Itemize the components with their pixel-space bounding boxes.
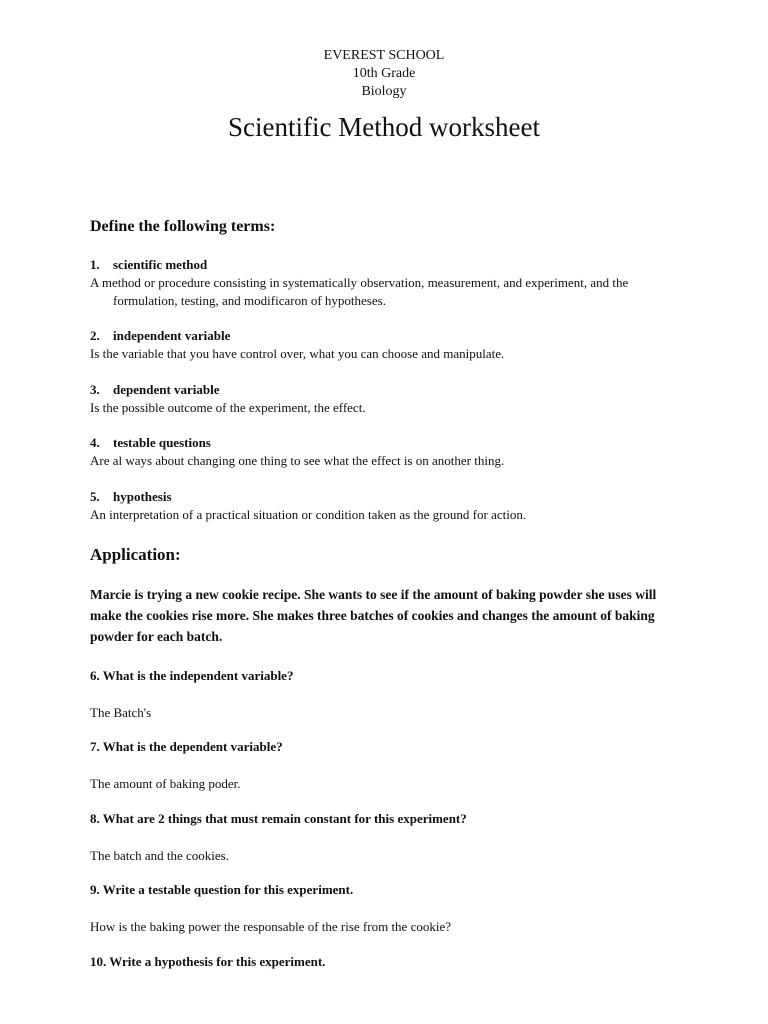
- grade-level: 10th Grade: [352, 66, 416, 81]
- scenario-paragraph: Marcie is trying a new cookie recipe. She wants to see if the amount of baking powder she uses will make the cookies rise more. She makes three batches of cookies and changes the amount of baking powder for each batch.: [90, 587, 657, 644]
- term-item: [90, 327, 690, 363]
- term-number: 1.: [90, 257, 100, 272]
- term-item: [90, 434, 690, 470]
- term-name: dependent variable: [113, 382, 220, 397]
- answer-9: How is the baking power the responsable of the rise from the cookie?: [90, 919, 452, 934]
- document-header: [0, 47, 768, 101]
- application-heading: Application:: [90, 545, 181, 564]
- question-7: 7. What is the dependent variable?: [90, 739, 283, 754]
- question-8: 8. What are 2 things that must remain constant for this experiment?: [90, 811, 467, 826]
- term-item: [90, 256, 690, 310]
- term-number: 3.: [90, 382, 100, 397]
- question-9: 9. Write a testable question for this experiment.: [90, 882, 354, 897]
- term-name: hypothesis: [113, 489, 172, 504]
- question-6: 6. What is the independent variable?: [90, 668, 294, 683]
- term-name: independent variable: [113, 328, 231, 343]
- term-definition: A method or procedure consisting in systematically observation, measurement, and experiment, and the formulation, testing, and modificaron of hypotheses.: [90, 275, 629, 308]
- term-definition: An interpretation of a practical situation or condition taken as the ground for action.: [90, 507, 527, 522]
- answer-6: The Batch's: [90, 705, 152, 720]
- school-name: EVEREST SCHOOL: [323, 48, 445, 63]
- term-name: testable questions: [113, 435, 211, 450]
- term-number: 5.: [90, 489, 100, 504]
- term-number: 4.: [90, 435, 100, 450]
- worksheet-title: Scientific Method worksheet: [228, 112, 540, 142]
- answer-7: The amount of baking poder.: [90, 776, 241, 791]
- answer-8: The batch and the cookies.: [90, 848, 229, 863]
- term-item: [90, 381, 690, 417]
- term-name: scientific method: [113, 257, 208, 272]
- subject-name: Biology: [361, 84, 407, 99]
- term-definition: Are al ways about changing one thing to see what the effect is on another thing.: [90, 453, 505, 468]
- term-number: 2.: [90, 328, 100, 343]
- term-item: [90, 488, 690, 524]
- term-definition: Is the variable that you have control over, what you can choose and manipulate.: [90, 346, 505, 361]
- question-10: 10. Write a hypothesis for this experiment.: [90, 954, 326, 969]
- definitions-heading: Define the following terms:: [90, 218, 276, 235]
- term-definition: Is the possible outcome of the experiment, the effect.: [90, 400, 366, 415]
